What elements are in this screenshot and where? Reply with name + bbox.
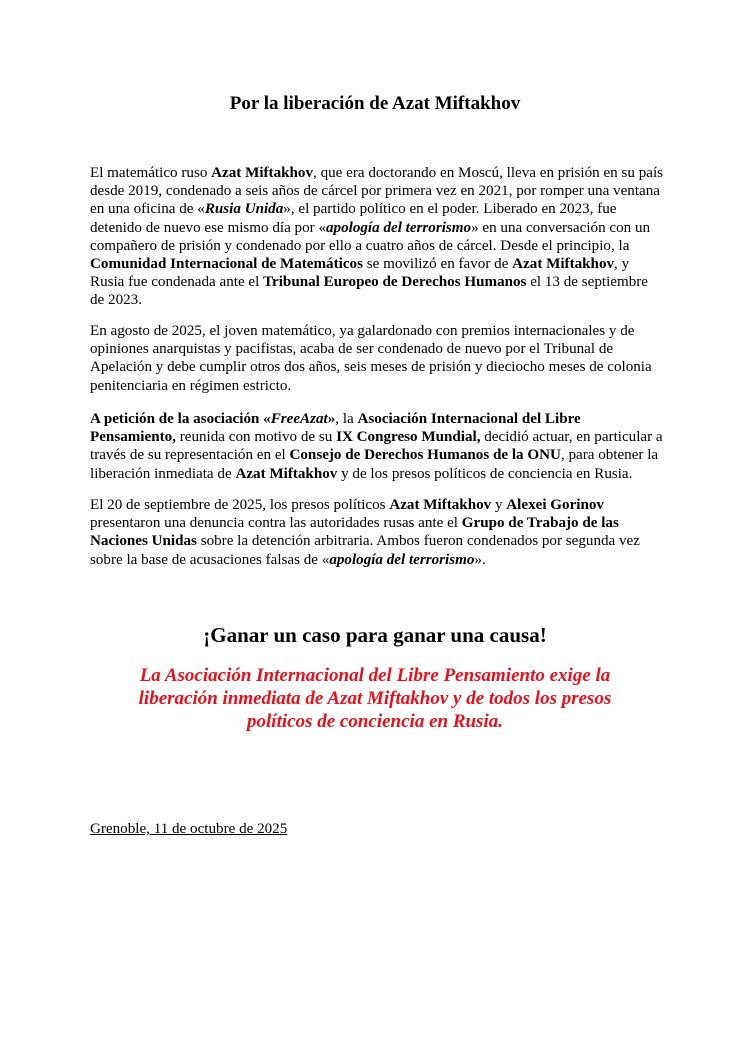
bold-name: Azat Miftakhov (235, 465, 338, 482)
text-run: », el partido político en el poder. Liberado en 2023, fue detenido de nuevo ese mismo día por « (90, 201, 617, 236)
slogan-heading: ¡Ganar un caso para ganar una causa! (203, 623, 547, 647)
text-run: , y Rusia fue condenada ante el (90, 256, 630, 291)
text-run: , para obtener la liberación inmediata de (90, 447, 659, 482)
bold-organization: Consejo de Derechos Humanos de la ONU (289, 447, 561, 464)
bold-name: Azat Miftakhov (512, 256, 615, 273)
text-run: se movilizó en favor de (362, 256, 513, 273)
place-date-signoff: Grenoble, 11 de octubre de 2025 (90, 821, 288, 837)
text-run: ». (474, 551, 486, 568)
bold-organization: Asociación Internacional del Libre Pensamiento, (90, 411, 581, 446)
bold-organization: Grupo de Trabajo de las Naciones Unidas (90, 515, 619, 550)
paragraph-intro (90, 164, 665, 310)
demand-statement: La Asociación Internacional del Libre Pensamiento exige la liberación inmediata de Azat Miftakhov y de todos los presos políticos de conciencia en Rusia. (138, 665, 612, 732)
bold-phrase: A petición de la asociación « (90, 411, 271, 427)
paragraph-sentence (90, 322, 665, 395)
bold-italic-phrase: apología del terrorismo (326, 219, 472, 236)
text-run: sobre la detención arbitraria. Ambos fueron condenados por segunda vez sobre la base de acusaciones falsas de « (90, 533, 640, 568)
bold-organization: Tribunal Europeo de Derechos Humanos (263, 274, 527, 291)
paragraph-complaint (90, 496, 665, 569)
text-run: presentaron una denuncia contra las autoridades rusas ante el (90, 515, 462, 532)
bold-italic-phrase: Rusia Unida (204, 201, 284, 218)
text-run: » en una conversación con un compañero de prisión y condenado por ello a cuatro años de cárcel. Desde el principio, la (90, 219, 651, 254)
bold-phrase: » (327, 411, 336, 427)
bold-organization: Comunidad Internacional de Matemáticos (90, 256, 363, 273)
bold-name: Azat Miftakhov (389, 497, 492, 513)
bold-italic-phrase: apología del terrorismo (329, 551, 475, 568)
text-run: , que era doctorando en Moscú, lleva en prisión en su país desde 2019, condenado a seis años de cárcel por primera vez en 2021, por romper una ventana en una oficina de « (90, 165, 664, 218)
text-run: reunida con motivo de su (175, 429, 337, 446)
text-run: decidió actuar, en particular a través de su representación en el (90, 429, 663, 464)
text-run: y de los presos políticos de conciencia en Rusia. (337, 465, 633, 482)
bold-name: Azat Miftakhov (211, 165, 314, 181)
document-title: Por la liberación de Azat Miftakhov (229, 93, 521, 114)
bold-name: Alexei Gorinov (506, 497, 604, 513)
bold-italic-phrase: FreeAzat (270, 411, 328, 427)
paragraph-association (90, 410, 665, 483)
text-run: El 20 de septiembre de 2025, los presos políticos (90, 497, 390, 513)
text-run: y (491, 497, 507, 513)
text-run: En agosto de 2025, el joven matemático, ya galardonado con premios internacionales y de opiniones anarquistas y pacifistas, acaba de ser condenado de nuevo por el Tribunal de Apelación y debe cumplir otros dos años, seis meses de prisión y dieciocho meses de colonia penitenciaria en régimen estricto. (90, 323, 652, 394)
bold-phrase: IX Congreso Mundial, (336, 429, 481, 446)
text-run: , la (335, 411, 358, 427)
text-run: El matemático ruso (90, 165, 212, 181)
text-run: el 13 de septiembre de 2023. (90, 274, 648, 309)
